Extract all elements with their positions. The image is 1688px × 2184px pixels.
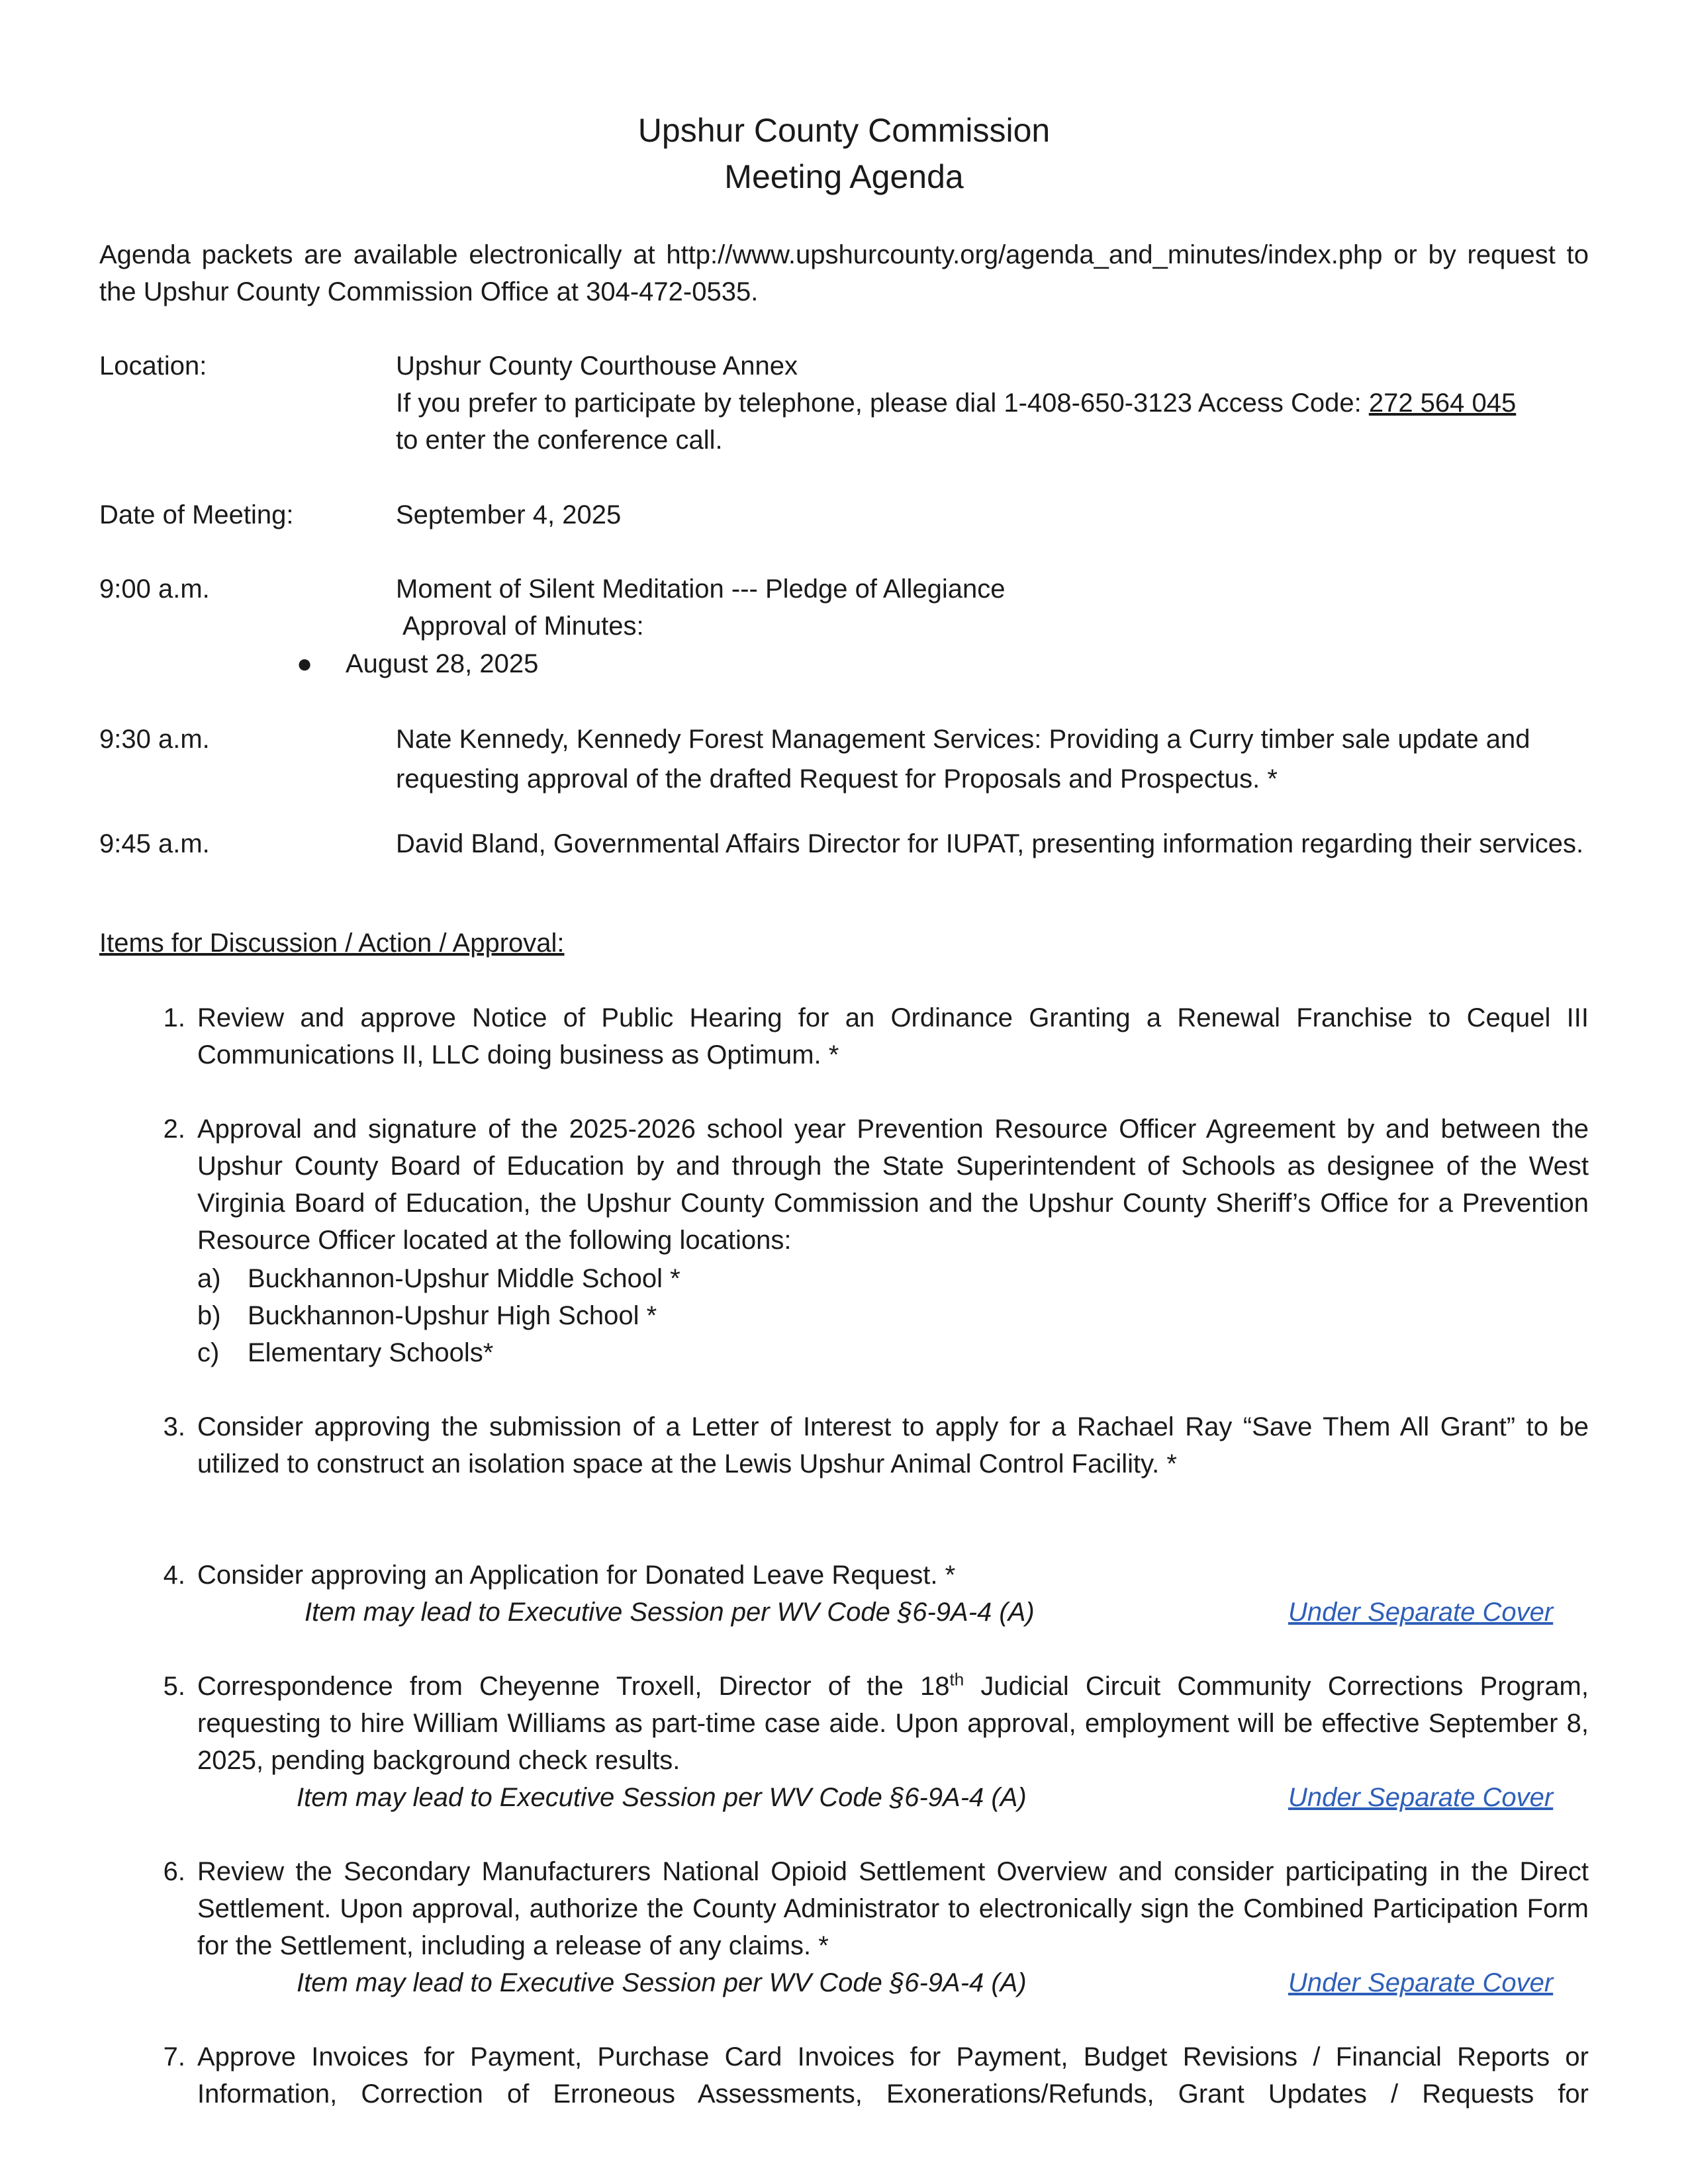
agenda-item [146,1557,1589,1594]
item-text: Approval and signature of the 2025-2026 school year Prevention Resource Officer Agreement by and between the Upshur County Board of Education by and through the State Superintendent of Schools as designee of the West Virginia Board of Education, the Upshur County Commission and the Upshur County Sheriff’s Office for a Prevention Resource Officer located at the following locations: [197,1115,1589,1255]
schedule-text [396,570,1589,645]
schedule-time: 9:45 a.m. [99,829,210,858]
intro-paragraph: Agenda packets are available electronically at http://www.upshurcounty.org/agenda_and_minutes/index.php or by request to the Upshur County Commission Office at 304-472-0535. [99,240,1589,306]
sub-item-letter: b) [197,1301,221,1330]
schedule-text: Nate Kennedy, Kennedy Forest Management Services: Providing a Curry timber sale update and requesting approval of the drafted Request for Proposals and Prospectus. * [396,725,1530,794]
sub-item-text: Buckhannon-Upshur High School * [248,1301,657,1330]
agenda-item [146,999,1589,1073]
ordinal-suffix: th [949,1669,964,1690]
page-title: Upshur County Commission [637,112,1051,149]
executive-session-note: Item may lead to Executive Session per WV Code §6-9A-4 (A) [305,1598,1035,1627]
item-number: 6. [163,1857,185,1886]
item-number: 2. [163,1115,185,1144]
access-code[interactable]: 272 564 045 [1368,388,1517,418]
under-separate-cover-link[interactable]: Under Separate Cover [1288,1968,1554,1997]
under-separate-cover-link[interactable]: Under Separate Cover [1288,1783,1554,1812]
location-value [396,347,1589,459]
location-phone-tail: to enter the conference call. [396,426,723,455]
agenda-item [146,2038,1589,2113]
minutes-date: August 28, 2025 [346,649,539,678]
schedule-line: Moment of Silent Meditation --- Pledge of Allegiance [396,574,1006,604]
discussion-heading: Items for Discussion / Action / Approval: [99,929,565,958]
item-text [197,1668,1589,1779]
item-number: 1. [163,1003,185,1032]
schedule-text: David Bland, Governmental Affairs Director for IUPAT, presenting information regarding their services. [396,829,1584,858]
location-phone [396,385,1589,422]
item-text-part: Correspondence from Cheyenne Troxell, Director of the 18 [197,1672,950,1701]
item-number: 4. [163,1561,185,1590]
item-text: Review the Secondary Manufacturers National Opioid Settlement Overview and consider participating in the Direct Settlement. Upon approval, authorize the County Administrator to electronically sign the Combined Participation Form for the Settlement, including a release of any claims. * [197,1857,1589,1960]
bullet-icon: ● [297,649,313,678]
location-phone-text: If you prefer to participate by telephone, please dial 1-408-650-3123 Access Code: [396,388,1369,418]
sub-item-text: Buckhannon-Upshur Middle School * [248,1264,680,1293]
location-label: Location: [99,351,207,381]
sub-item-letter: c) [197,1338,220,1367]
executive-session-note: Item may lead to Executive Session per WV Code §6-9A-4 (A) [297,1783,1027,1812]
date-label: Date of Meeting: [99,500,294,529]
item-number: 7. [163,2042,185,2071]
item-text: Consider approving an Application for Donated Leave Request. * [197,1561,956,1590]
date-value: September 4, 2025 [396,500,622,529]
sub-item-text: Elementary Schools* [248,1338,494,1367]
item-number: 5. [163,1672,185,1701]
item-text: Consider approving the submission of a Letter of Interest to apply for a Rachael Ray “Save Them All Grant” to be utilized to construct an isolation space at the Lewis Upshur Animal Control Facility. * [197,1412,1589,1479]
item-number: 3. [163,1412,185,1441]
sub-item-letter: a) [197,1264,221,1293]
agenda-item [146,1853,1589,1964]
location-place: Upshur County Courthouse Annex [396,351,798,381]
page-subtitle: Meeting Agenda [724,158,964,195]
under-separate-cover-link[interactable]: Under Separate Cover [1288,1598,1554,1627]
agenda-item [146,1668,1589,1779]
agenda-item [146,1111,1589,1259]
schedule-line: Approval of Minutes: [402,612,644,641]
executive-session-note: Item may lead to Executive Session per WV Code §6-9A-4 (A) [297,1968,1027,1997]
item-text: Review and approve Notice of Public Hearing for an Ordinance Granting a Renewal Franchise to Cequel III Communications II, LLC doing business as Optimum. * [197,1003,1589,1069]
item-text: Approve Invoices for Payment, Purchase Card Invoices for Payment, Budget Revisions / Financial Reports or Information, Correction of Erroneous Assessments, Exonerations/Refunds, Grant Updates / Requests for [197,2042,1589,2109]
item-text-part: Judicial Circuit Community Corrections Program, requesting to hire William Williams as part-time case aide. Upon approval, employment will be effective September 8, 2025, pending background check results. [197,1672,1589,1775]
agenda-item [146,1408,1589,1482]
schedule-time: 9:30 a.m. [99,725,210,754]
schedule-time: 9:00 a.m. [99,574,210,604]
